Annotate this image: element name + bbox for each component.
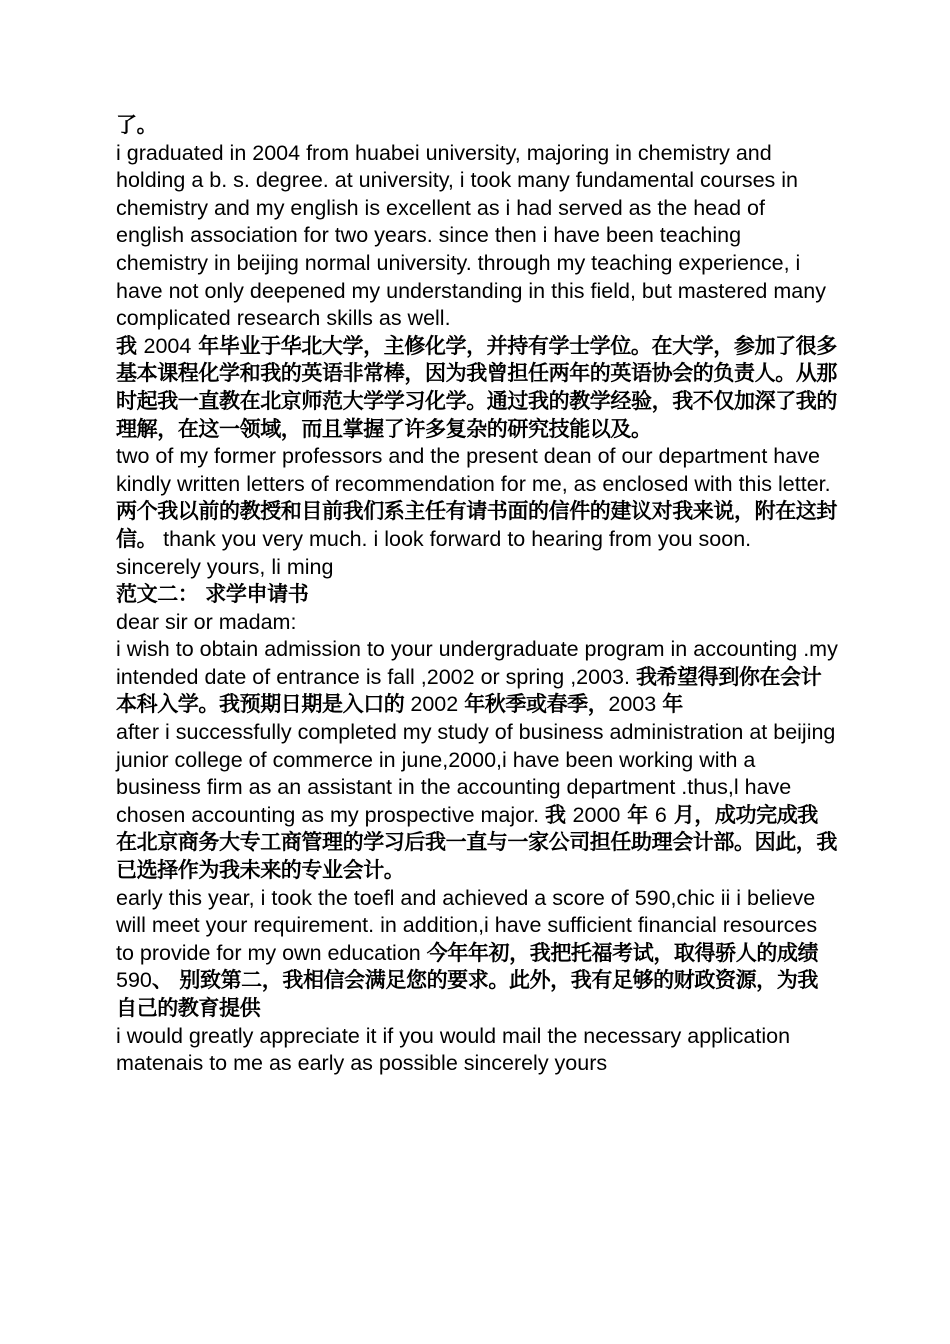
english-paragraph-recommendation: two of my former professors and the present dean of our department have kindly written letters of recommendation for me, as enclosed with this letter. <box>116 444 831 496</box>
number-span: 6 <box>654 802 667 827</box>
english-span: thank you very much. i look forward to hearing from you soon. <box>157 526 752 551</box>
chinese-span: 今年年初，我把托福考试，取得骄人的成绩 <box>426 940 819 965</box>
chinese-span: 两个我以前的教授和目前我们系主任有请书面的信件的建议对我来说，附在这封信。 <box>116 499 837 551</box>
mixed-paragraph-recommendation <box>116 498 838 553</box>
english-paragraph-education: i graduated in 2004 from huabei university, majoring in chemistry and holding a b. s. degree. at university, i took many fundamental courses in chemistry and my english is excellent as i had served as the head of english association for two years. since then i have been teaching chemistry in beijing normal university. through my teaching experience, i have not only deepened my understanding in this field, but mastered many complicated research skills as well. <box>116 140 826 331</box>
paragraph-fragment: 了。 <box>116 113 158 137</box>
chinese-span: 年秋季或春季， <box>464 692 609 717</box>
salutation: dear sir or madam: <box>116 609 297 634</box>
text-span: 年毕业于华北大学，主修化学，并持有学士学位。在大学，参加了很多基本课程化学和我的英语非常棒，因为我曾担任两年的英语协会的负责人。从那时起我一直教在北京师范大学学习化学。通过我的教学经验，我不仅加深了我的理解，在这一领域，而且掌握了许多复杂的研究技能以及。 <box>116 333 837 441</box>
mixed-paragraph-admission <box>116 636 838 719</box>
english-paragraph-closing: i would greatly appreciate it if you would mail the necessary application matenais to me as early as possible sincerely yours <box>116 1023 791 1076</box>
english-span: after i successfully completed my study of business administration at beijing junior college of commerce in june,2000,i have been working with a business firm as an assistant in the accounting department .thus,l have chosen accounting as my prospective major. <box>116 720 836 827</box>
number-span: 2004 <box>143 333 192 358</box>
number-span: 2003 <box>608 692 663 717</box>
signature-line: sincerely yours, li ming <box>116 554 334 579</box>
number-span: 590 <box>116 968 152 993</box>
mixed-paragraph-toefl <box>116 885 838 1023</box>
mixed-paragraph-experience <box>116 719 838 885</box>
section-heading: 范文二： 求学申请书 <box>116 582 309 607</box>
english-span: i wish to obtain admission to your undergraduate program in accounting .my intended date of entrance is fall ,2002 or spring ,2003. <box>116 637 838 689</box>
document-page <box>116 112 838 1078</box>
chinese-span: 年 <box>620 802 655 827</box>
chinese-span: 年 <box>662 692 683 717</box>
chinese-paragraph-education <box>116 333 838 443</box>
chinese-span: 我 <box>545 802 573 827</box>
english-span: early this year, i took the toefl and achieved a score of 590,chic ii i believe will meet your requirement. in addition,i have sufficient financial resources to provide for my own education <box>116 885 818 965</box>
text-span: 我 <box>116 333 144 358</box>
number-span: 2002 <box>404 692 465 717</box>
number-span: 2000 <box>572 802 621 827</box>
chinese-span: 月，成功完成我在北京商务大专工商管理的学习后我一直与一家公司担任助理会计部。因此，我已选择作为我未来的专业会计。 <box>116 802 837 883</box>
chinese-span: 我希望得到你在会计本科入学。我预期日期是入口的 <box>116 664 822 717</box>
chinese-span: 、 别致第二，我相信会满足您的要求。此外，我有足够的财政资源，为我自己的教育提供 <box>116 968 818 1020</box>
